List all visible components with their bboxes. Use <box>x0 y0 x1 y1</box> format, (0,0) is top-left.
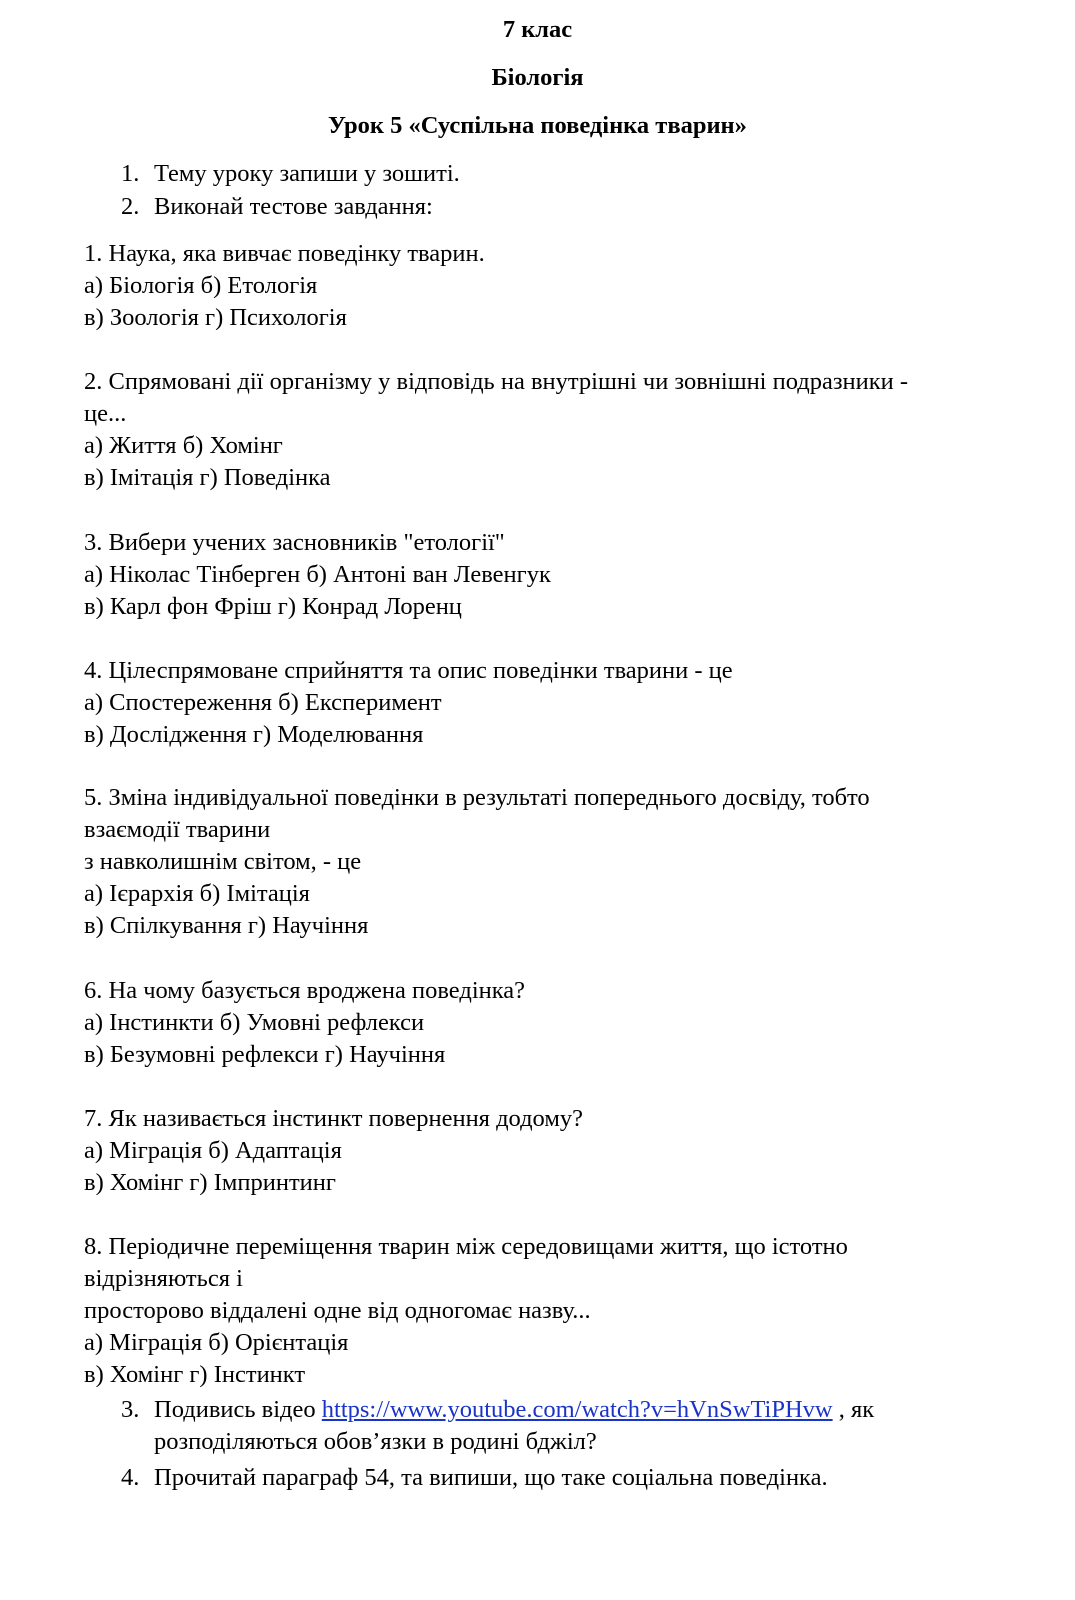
task-text <box>154 1398 874 1423</box>
task-text: розподіляються обов’язки в родині бджіл? <box>154 1428 597 1455</box>
question-text: 1. Наука, яка вивчає поведінку тварин. <box>84 240 485 267</box>
answer-options: в) Зоологія г) Психологія <box>84 304 347 331</box>
task-text-suffix: , як <box>832 1396 875 1423</box>
task-number: 1. <box>121 160 140 187</box>
question-text: це... <box>84 400 127 427</box>
lesson-title: Урок 5 «Суспільна поведінка тварин» <box>328 112 747 139</box>
answer-options: в) Безумовні рефлекси г) Научіння <box>84 1041 446 1068</box>
question-text: 8. Періодичне переміщення тварин між середовищами життя, що істотно <box>84 1233 848 1260</box>
answer-options: а) Біологія б) Етологія <box>84 272 318 299</box>
task-number: 2. <box>121 193 140 220</box>
answer-options: в) Дослідження г) Моделювання <box>84 721 424 748</box>
question-text: 6. На чому базується вроджена поведінка? <box>84 977 526 1004</box>
question-text: 3. Вибери учених засновників "етології" <box>84 529 505 556</box>
task-text: Тему уроку запиши у зошиті. <box>154 160 460 187</box>
task-number: 3. <box>121 1396 140 1423</box>
task-text: Прочитай параграф 54, та випиши, що таке соціальна поведінка. <box>154 1464 828 1491</box>
answer-options: а) Ніколас Тінберген б) Антоні ван Левенгук <box>84 561 551 588</box>
answer-options: а) Інстинкти б) Умовні рефлекси <box>84 1009 425 1036</box>
question-text: 5. Зміна індивідуальної поведінки в результаті попереднього досвіду, тобто <box>84 784 870 811</box>
question-text: 4. Цілеспрямоване сприйняття та опис поведінки тварини - це <box>84 657 733 684</box>
question-text: 7. Як називається інстинкт повернення додому? <box>84 1105 583 1132</box>
video-link[interactable]: https://www.youtube.com/watch?v=hVnSwTiPHvw <box>321 1396 833 1423</box>
answer-options: в) Спілкування г) Научіння <box>84 912 369 939</box>
question-text: просторово віддалені одне від одногомає назву... <box>84 1297 591 1324</box>
answer-options: в) Імітація г) Поведінка <box>84 464 331 491</box>
task-number: 4. <box>121 1464 140 1491</box>
question-text: взаємодії тварини <box>84 816 271 843</box>
task-text: Виконай тестове завдання: <box>154 193 433 220</box>
answer-options: в) Карл фон Фріш г) Конрад Лоренц <box>84 593 462 620</box>
subject-heading: Біологія <box>491 64 584 91</box>
answer-options: а) Міграція б) Орієнтація <box>84 1329 349 1356</box>
answer-options: в) Хомінг г) Інстинкт <box>84 1361 306 1388</box>
answer-options: а) Ієрархія б) Імітація <box>84 880 310 907</box>
task-text-prefix: Подивись відео <box>154 1396 322 1423</box>
question-text: 2. Спрямовані дії організму у відповідь на внутрішні чи зовнішні подразники - <box>84 368 909 395</box>
answer-options: а) Міграція б) Адаптація <box>84 1137 342 1164</box>
question-text: відрізняються і <box>84 1265 243 1292</box>
answer-options: а) Спостереження б) Експеримент <box>84 689 442 716</box>
question-text: з навколишнім світом, - це <box>84 848 362 875</box>
answer-options: в) Хомінг г) Імпринтинг <box>84 1169 336 1196</box>
answer-options: а) Життя б) Хомінг <box>84 432 283 459</box>
grade-heading: 7 клас <box>502 16 573 43</box>
